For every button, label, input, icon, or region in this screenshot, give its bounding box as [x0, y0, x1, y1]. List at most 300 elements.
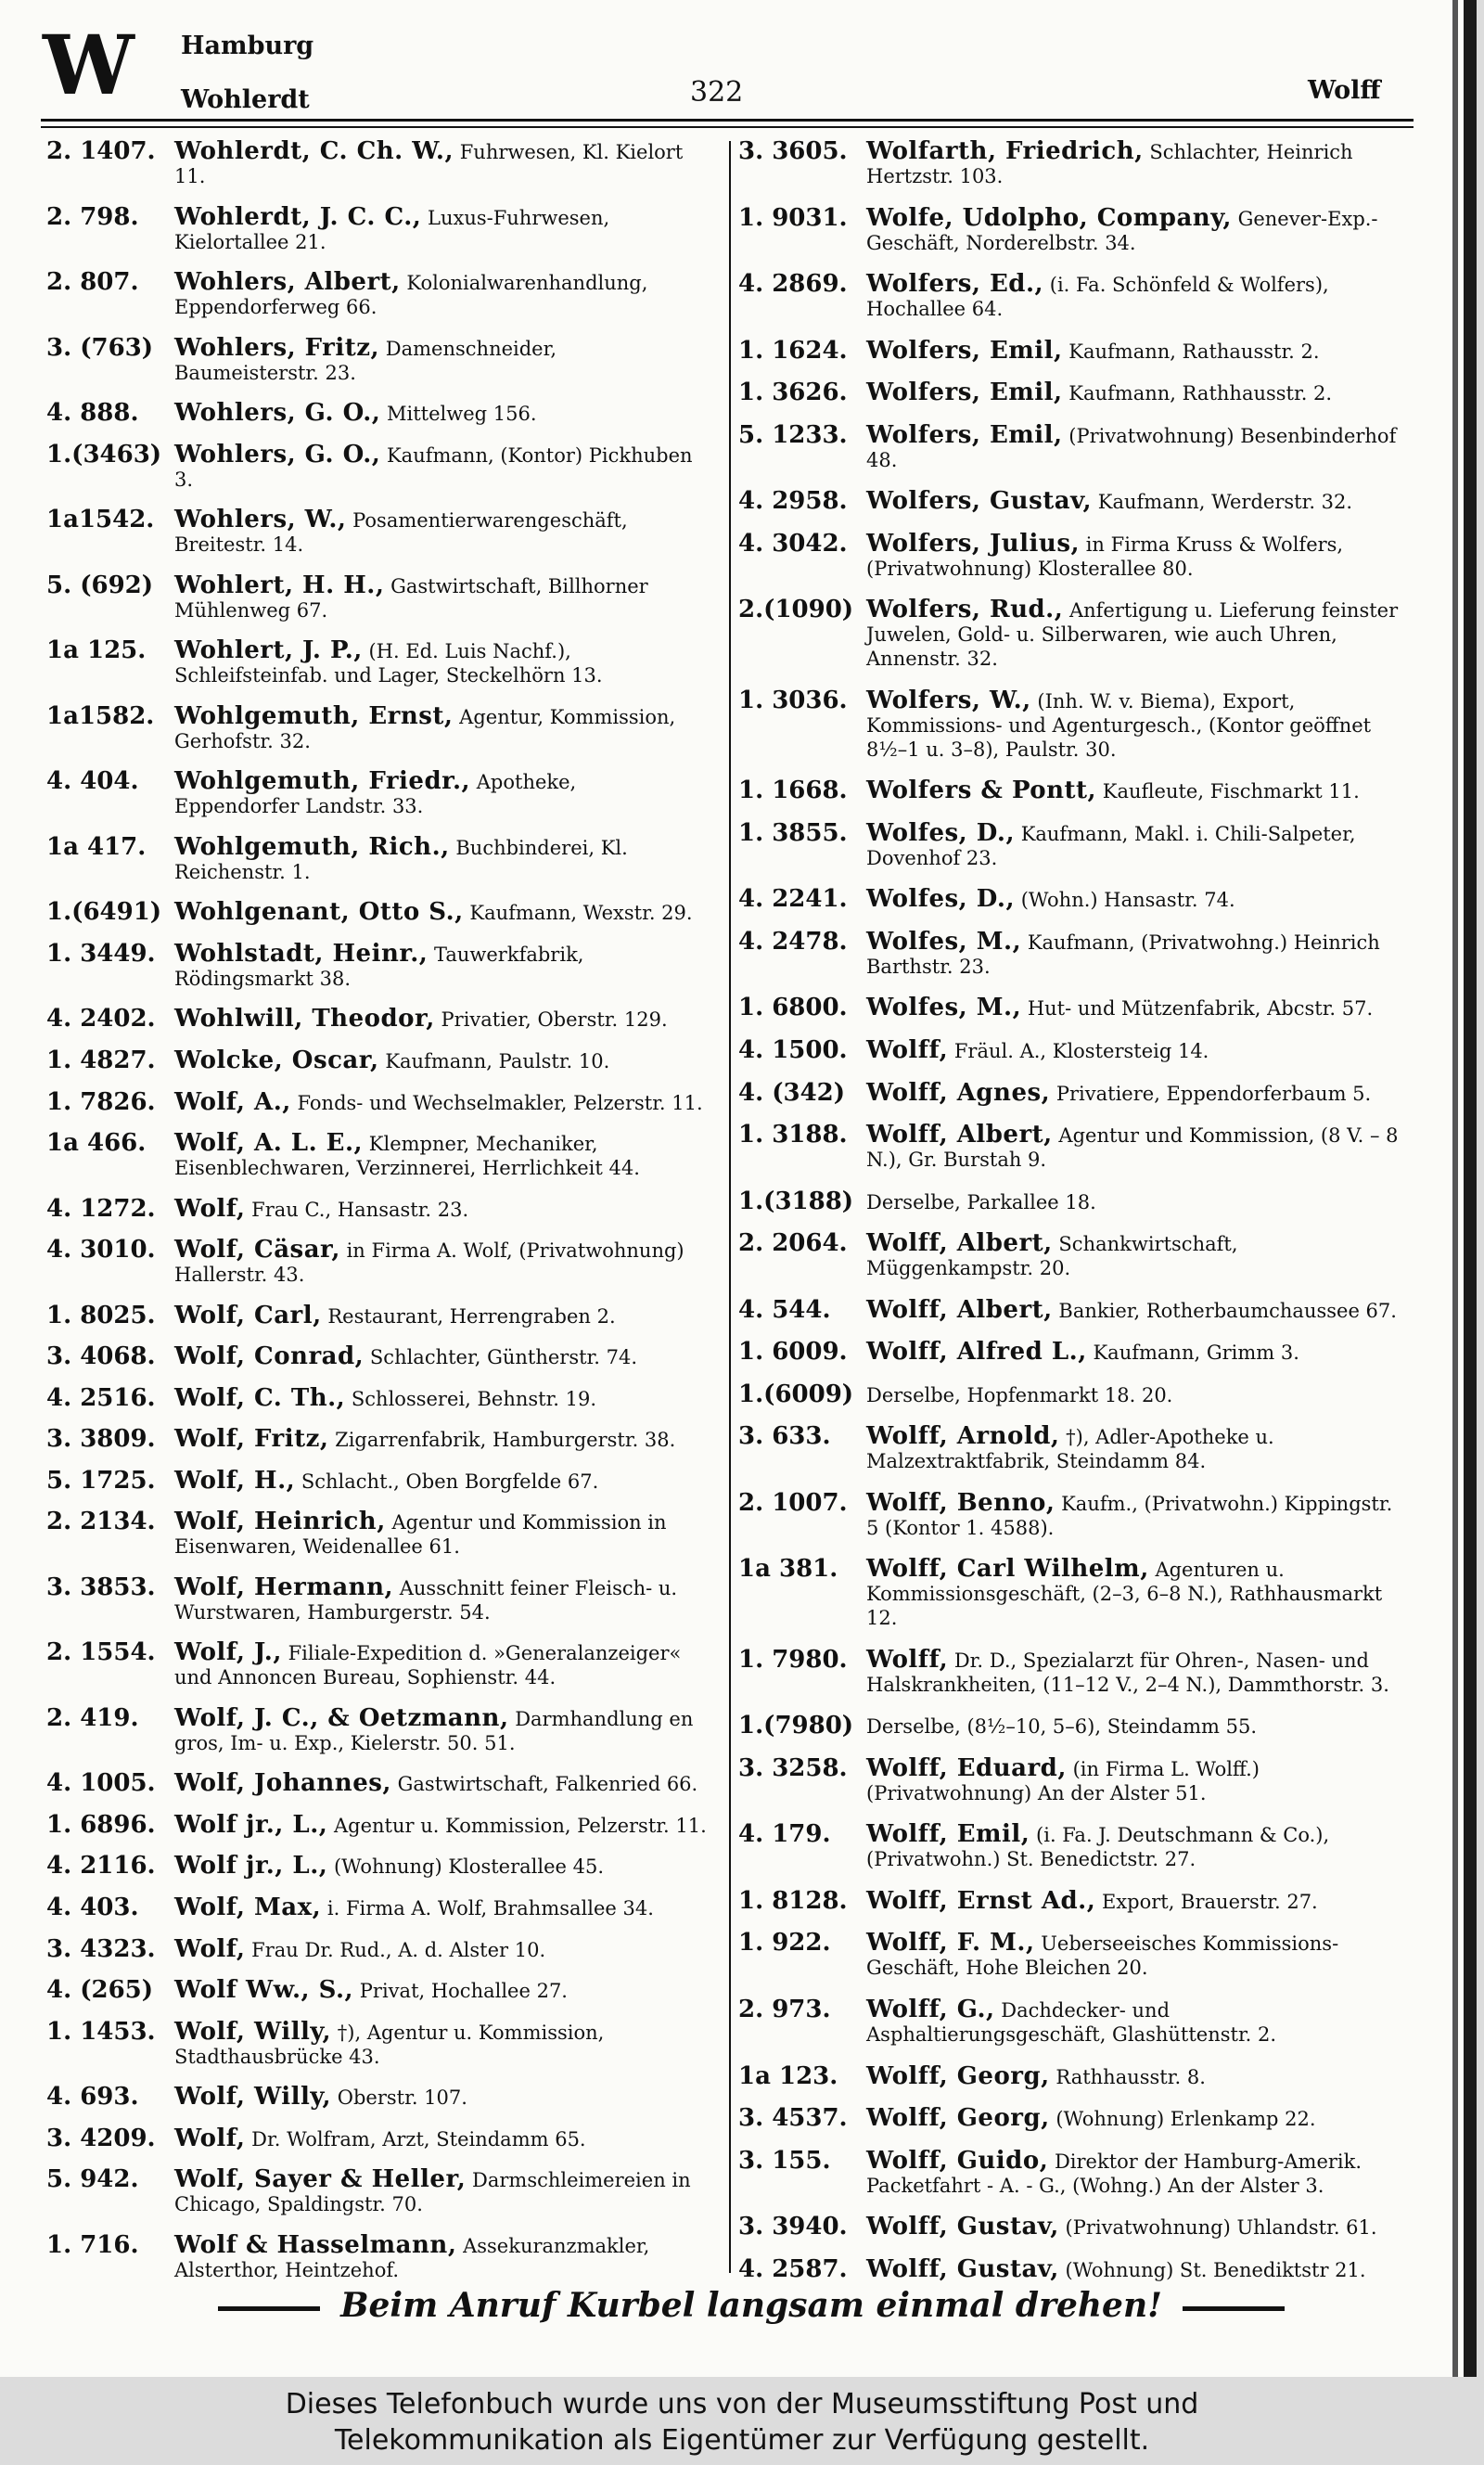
phone-number: 1. 6896.: [46, 1810, 156, 1839]
entry-text: [866, 1714, 1399, 1739]
slogan-text: Beim Anruf Kurbel langsam einmal drehen!: [340, 2286, 1162, 2325]
entry-text: [174, 1238, 707, 1287]
subscriber-name: Wolff, Albert,: [866, 1295, 1053, 1324]
entry-text: [866, 1997, 1399, 2047]
subscriber-details: Restaurant, Herrengraben 2.: [327, 1304, 616, 1328]
phone-number: 4. 3010.: [46, 1236, 156, 1265]
subscriber-name: Wolfes, D.,: [866, 818, 1015, 847]
entry-text: [866, 2254, 1399, 2283]
entry-text: [174, 1640, 707, 1689]
subscriber-name: Wolfers, Emil,: [866, 420, 1063, 449]
phone-number: 2. 807.: [46, 268, 139, 297]
phone-number: 1. 9031.: [738, 203, 848, 232]
directory-entry: [738, 272, 1399, 321]
entry-text: [174, 2126, 707, 2151]
phone-number: 3. 633.: [738, 1422, 831, 1451]
phone-number: 5. 942.: [46, 2165, 139, 2194]
entry-text: [174, 1087, 707, 1116]
entry-text: [866, 489, 1399, 514]
entry-text: [866, 1123, 1399, 1172]
phone-number: 3. 4323.: [46, 1934, 156, 1963]
entry-text: [866, 380, 1399, 405]
directory-entry: [738, 2146, 1399, 2198]
entry-text: [174, 832, 707, 884]
subscriber-details: Genever-Exp.-Geschäft, Norderelbstr. 34.: [866, 207, 1378, 254]
phone-number: 1a 125.: [46, 636, 147, 665]
subscriber-name: Wohlert, J. P.,: [174, 636, 363, 665]
directory-entry: [46, 2017, 707, 2069]
entry-text: [866, 995, 1399, 1021]
entry-text: [174, 1303, 707, 1329]
phone-number: 3. (763): [46, 333, 154, 362]
entry-text: [174, 1007, 707, 1032]
phone-number: 3. 3809.: [46, 1425, 156, 1454]
entry-text: [866, 203, 1399, 255]
phone-number: 3. 155.: [738, 2146, 831, 2175]
phone-number: 4. 2116.: [46, 1852, 156, 1881]
subscriber-details: Schankwirtschaft, Müggenkampstr. 20.: [866, 1233, 1238, 1280]
directory-entry: [738, 1295, 1399, 1324]
subscriber-name: Wohlerdt, J. C. C.,: [174, 202, 422, 231]
directory-entry: [46, 1854, 707, 1879]
entry-text: [866, 1557, 1399, 1630]
phone-number: 4. 2478.: [738, 927, 848, 956]
header-rule-thick: [41, 119, 1414, 122]
credit-line-2: Telekommunikation als Eigentümer zur Verfügung gestellt.: [334, 2424, 1150, 2457]
entry-text: [174, 1048, 707, 1073]
phone-number: 1. 7980.: [738, 1645, 848, 1674]
directory-entry: [46, 1087, 707, 1116]
subscriber-name: Wohlstadt, Heinr.,: [174, 939, 429, 968]
directory-entry: [738, 927, 1399, 979]
subscriber-name: Wolf, Sayer & Heller,: [174, 2165, 467, 2194]
subscriber-details: Ausschnitt feiner Fleisch- u. Wurstwaren, Hamburgerstr. 54.: [174, 1576, 678, 1624]
subscriber-details: Kolonialwarenhandlung, Eppendorferweg 66.: [174, 272, 648, 319]
entry-text: [174, 1978, 707, 2003]
directory-entry: [46, 1978, 707, 2003]
phone-number: 1. 922.: [738, 1929, 831, 1958]
entry-text: [866, 1753, 1399, 1805]
phone-number: 2.(1090): [738, 596, 854, 624]
entry-text: [866, 927, 1399, 979]
subscriber-name: Wolff, Georg,: [866, 2061, 1050, 2090]
directory-entry: [46, 832, 707, 884]
directory-entry: [738, 420, 1399, 472]
phone-number: 4. 1272.: [46, 1194, 156, 1223]
entry-text: [174, 139, 707, 188]
subscriber-name: Wolff, Albert,: [866, 1229, 1053, 1258]
phone-number: 1a 381.: [738, 1555, 838, 1584]
directory-entry: [46, 1427, 707, 1452]
directory-entry: [738, 1189, 1399, 1214]
subscriber-name: Wolff, Eduard,: [866, 1753, 1067, 1782]
directory-entry: [46, 440, 707, 492]
directory-entry: [46, 1810, 707, 1839]
directory-entry: [738, 1382, 1399, 1407]
subscriber-details: Privatiere, Eppendorferbaum 5.: [1055, 1082, 1372, 1105]
subscriber-details: i. Firma A. Wolf, Brahmsallee 34.: [326, 1897, 654, 1919]
directory-entry: [46, 2167, 707, 2216]
subscriber-name: Wohlert, H. H.,: [174, 571, 385, 599]
subscriber-name: Wolf, A.,: [174, 1087, 291, 1116]
subscriber-details: Kaufmann, (Privatwohng.) Heinrich Barthstr. 23.: [866, 931, 1380, 978]
subscriber-name: Wolff, G.,: [866, 1996, 995, 2023]
subscriber-details: Kaufleute, Fischmarkt 11.: [1102, 780, 1360, 803]
subscriber-name: Wohlgemuth, Ernst,: [174, 701, 454, 730]
phone-number: 1.(3463): [46, 440, 162, 469]
phone-number: 1a 123.: [738, 2061, 838, 2090]
entry-text: [174, 1466, 707, 1495]
directory-entry: [46, 1466, 707, 1495]
subscriber-name: Wohlers, W.,: [174, 506, 347, 534]
entry-text: [866, 139, 1399, 188]
subscriber-name: Wolfers, Emil,: [866, 336, 1063, 365]
subscriber-name: Wolf,: [174, 1194, 246, 1223]
subscriber-name: Wolff,: [866, 1035, 949, 1064]
subscriber-details: Buchbinderei, Kl. Reichenstr. 1.: [174, 836, 628, 883]
subscriber-name: Wolcke, Oscar,: [174, 1046, 379, 1074]
subscriber-details: Zigarrenfabrik, Hamburgerstr. 38.: [335, 1429, 676, 1452]
subscriber-details: Fonds- und Wechselmakler, Pelzerstr. 11.: [297, 1091, 703, 1114]
subscriber-details: Schlosserei, Behnstr. 19.: [351, 1387, 597, 1410]
subscriber-name: Wolf,: [174, 2124, 246, 2152]
phone-number: 4. 179.: [738, 1820, 831, 1849]
directory-entry: [738, 1714, 1399, 1739]
subscriber-name: Wolf, J. C., & Oetzmann,: [174, 1703, 509, 1732]
phone-number: 1. 6009.: [738, 1338, 848, 1367]
phone-number: 4. 1005.: [46, 1769, 156, 1798]
directory-entry: [46, 401, 707, 426]
entry-text: [174, 1383, 707, 1412]
subscriber-name: Wolf Ww., S.,: [174, 1976, 354, 2005]
subscriber-details: (in Firma L. Wolff.) (Privatwohnung) An der Alster 51.: [866, 1757, 1260, 1804]
subscriber-name: Wolfers, Rud.,: [866, 596, 1064, 624]
directory-entry: [738, 2061, 1399, 2090]
directory-entry: [46, 1344, 707, 1369]
subscriber-name: Wolff, Georg,: [866, 2104, 1050, 2133]
entry-text: [866, 2215, 1399, 2240]
subscriber-details: Kaufmann, (Kontor) Pickhuben 3.: [174, 443, 693, 491]
phone-number: 3. 3940.: [738, 2213, 848, 2241]
subscriber-details: Kaufmann, Makl. i. Chili-Salpeter, Dovenhof 23.: [866, 822, 1356, 869]
subscriber-details: Agentur und Kommission, (8 V. – 8 N.), Gr. Burstah 9.: [866, 1124, 1399, 1172]
subscriber-details: Agentur u. Kommission, Pelzerstr. 11.: [333, 1814, 707, 1837]
phone-number: 4. 2587.: [738, 2254, 848, 2283]
directory-entry: [46, 573, 707, 623]
credit-line-1: Dieses Telefonbuch wurde uns von der Museumsstiftung Post und: [285, 2388, 1199, 2420]
entry-text: [866, 1931, 1399, 1980]
subscriber-details: Bankier, Rotherbaumchaussee 67.: [1058, 1299, 1397, 1322]
entry-text: [174, 1854, 707, 1879]
directory-entry: [46, 769, 707, 818]
subscriber-name: Wolf & Hasselmann,: [174, 2230, 457, 2259]
subscriber-name: Wolf, J.,: [174, 1638, 282, 1667]
subscriber-name: Wolf, Willy,: [174, 2083, 332, 2112]
phone-number: 1. 3855.: [738, 818, 848, 847]
subscriber-details: †), Agentur u. Kommission, Stadthausbrücke 43.: [174, 2021, 605, 2068]
entry-text: [866, 420, 1399, 472]
directory-entry: [738, 1886, 1399, 1915]
directory-entry: [738, 203, 1399, 255]
entry-text: [174, 507, 707, 557]
directory-entry: [46, 2126, 707, 2151]
subscriber-name: Wolfe, Udolpho, Company,: [866, 203, 1232, 232]
entry-text: [866, 887, 1399, 912]
subscriber-name: Wolf, Max,: [174, 1894, 322, 1921]
entry-text: [174, 1194, 707, 1223]
phone-number: 2. 2064.: [738, 1229, 848, 1258]
subscriber-details: Gastwirtschaft, Falkenried 66.: [397, 1773, 698, 1796]
directory-entry: [738, 1753, 1399, 1805]
subscriber-name: Wolff,: [866, 1645, 949, 1674]
page-binding-edge: [1464, 0, 1477, 2377]
subscriber-name: Wolff, Gustav,: [866, 2213, 1059, 2241]
directory-entry: [46, 900, 707, 925]
phone-number: 1. 7826.: [46, 1087, 156, 1116]
phone-number: 1. 1453.: [46, 2017, 156, 2046]
phone-number: 4. 1500.: [738, 1035, 848, 1064]
left-column: [46, 139, 707, 2282]
subscriber-name: Wolff, Agnes,: [866, 1078, 1051, 1107]
directory-entry: [46, 139, 707, 188]
subscriber-name: Wolfers, W.,: [866, 686, 1031, 714]
directory-entry: [738, 1645, 1399, 1697]
directory-entry: [46, 2085, 707, 2110]
directory-entry: [46, 1934, 707, 1963]
subscriber-name: Wolfers, Julius,: [866, 529, 1081, 558]
phone-number: 4. 2516.: [46, 1383, 156, 1412]
subscriber-details: (i. Fa. Schönfeld & Wolfers), Hochallee 64.: [866, 274, 1329, 321]
directory-entry: [46, 1238, 707, 1287]
entry-text: [866, 529, 1399, 581]
subscriber-name: Wolf, A. L. E.,: [174, 1129, 364, 1158]
subscriber-details: (Wohn.) Hansastr. 74.: [1020, 889, 1235, 912]
subscriber-details: (Privatwohnung) Uhlandstr. 61.: [1065, 2216, 1377, 2240]
subscriber-name: Wolff, Arnold,: [866, 1422, 1060, 1451]
directory-entry: [46, 270, 707, 319]
subscriber-details: Assekuranzmakler, Alsterthor, Heintzehof.: [174, 2234, 650, 2281]
entry-text: [174, 701, 707, 753]
subscriber-details: Privatier, Oberstr. 129.: [441, 1008, 668, 1032]
phone-number: 2. 1007.: [738, 1488, 848, 1517]
phone-number: 5. 1725.: [46, 1466, 156, 1495]
subscriber-details: Oberstr. 107.: [337, 2086, 467, 2110]
phone-number: 1. 3626.: [738, 379, 848, 407]
subscriber-details: Kaufmann, Grimm 3.: [1093, 1342, 1299, 1365]
subscriber-details: Klempner, Mechaniker, Eisenblechwaren, Verzinnerei, Herrlichkeit 44.: [174, 1133, 640, 1180]
subscriber-details: in Firma A. Wolf, (Privatwohnung) Hallerstr. 43.: [174, 1239, 684, 1287]
phone-number: 1. 8128.: [738, 1886, 848, 1915]
subscriber-name: Wohlgenant, Otto S.,: [174, 898, 464, 927]
subscriber-name: Wolff, F. M.,: [866, 1929, 1035, 1958]
subscriber-details: Agentur und Kommission in Eisenwaren, Weidenallee 61.: [174, 1511, 667, 1559]
entry-text: [866, 1424, 1399, 1473]
subscriber-details: Gastwirtschaft, Billhorner Mühlenweg 67.: [174, 574, 648, 622]
directory-entry: [46, 333, 707, 385]
directory-entry: [738, 1997, 1399, 2047]
entry-text: [174, 2167, 707, 2216]
directory-entry: [46, 1303, 707, 1329]
directory-entry: [738, 336, 1399, 365]
entry-text: [866, 688, 1399, 762]
entry-text: [866, 778, 1399, 803]
credit-note: [0, 2386, 1484, 2459]
directory-entry: [46, 1194, 707, 1223]
directory-entry: [738, 1488, 1399, 1540]
directory-entry: [738, 1822, 1399, 1871]
subscriber-name: Wolf, H.,: [174, 1466, 296, 1495]
entry-text: [174, 202, 707, 254]
subscriber-details: Tauwerkfabrik, Rödingsmarkt 38.: [174, 943, 584, 990]
directory-entry: [46, 1575, 707, 1624]
entry-text: [866, 336, 1399, 365]
phone-number: 4. (265): [46, 1976, 154, 2005]
subscriber-details: (H. Ed. Luis Nachf.), Schleifsteinfab. und Lager, Steckelhörn 13.: [174, 640, 603, 687]
phone-number: 4. 544.: [738, 1295, 831, 1324]
subscriber-name: Wohlwill, Theodor,: [174, 1005, 435, 1034]
phone-number: 1. 1668.: [738, 777, 848, 805]
directory-entry: [738, 1035, 1399, 1064]
slogan-dash-right: [1183, 2306, 1285, 2311]
directory-entry: [738, 1078, 1399, 1107]
subscriber-details: Export, Brauerstr. 27.: [1101, 1890, 1318, 1913]
subscriber-details: Apotheke, Eppendorfer Landstr. 33.: [174, 771, 577, 818]
directory-entry: [738, 887, 1399, 912]
phone-number: 1a1542.: [46, 506, 155, 534]
subscriber-details: Kaufmann, Rathausstr. 2.: [1068, 340, 1320, 363]
entry-text: [866, 2106, 1399, 2131]
page-edge-shadow: [1452, 0, 1458, 2377]
first-name-guide: Wohlerdt: [181, 85, 310, 114]
entry-text: [866, 818, 1399, 870]
directory-entry: [738, 778, 1399, 803]
subscriber-name: Wolfes, M.,: [866, 994, 1022, 1022]
header-rule-thin: [41, 126, 1414, 128]
phone-number: 4. 2958.: [738, 487, 848, 516]
phone-number: 1.(3188): [738, 1187, 854, 1215]
subscriber-details: Kaufm., (Privatwohn.) Kippingstr. 5 (Kontor 1. 4588).: [866, 1492, 1393, 1539]
subscriber-name: Wolf, C. Th.,: [174, 1383, 346, 1412]
phone-number: 4. 693.: [46, 2083, 139, 2112]
subscriber-name: Wolff, Gustav,: [866, 2254, 1059, 2283]
entry-text: [866, 1035, 1399, 1064]
directory-entry: [46, 1131, 707, 1180]
entry-text: [866, 1340, 1399, 1365]
phone-number: 2. 973.: [738, 1996, 831, 2023]
subscriber-name: Wohlers, G. O.,: [174, 399, 381, 428]
phone-number: 1. 8025.: [46, 1301, 156, 1329]
subscriber-name: Wolff, Carl Wilhelm,: [866, 1555, 1149, 1584]
subscriber-details: Damenschneider, Baumeisterstr. 23.: [174, 337, 557, 384]
subscriber-name: Wohlerdt, C. Ch. W.,: [174, 137, 454, 165]
directory-entry: [46, 2230, 707, 2282]
phone-number: 1. 6800.: [738, 994, 848, 1022]
directory-entry: [46, 202, 707, 254]
phone-number: 1.(6009): [738, 1380, 854, 1408]
phone-number: 1.(7980): [738, 1712, 854, 1740]
last-name-guide: Wolff: [1308, 76, 1381, 105]
subscriber-name: Wohlers, Fritz,: [174, 333, 380, 362]
subscriber-name: Wolf,: [174, 1934, 246, 1963]
entry-text: [866, 1382, 1399, 1407]
subscriber-name: Wolfers & Pontt,: [866, 777, 1097, 805]
subscriber-details: Dachdecker- und Asphaltierungsgeschäft, Glashüttenstr. 2.: [866, 1999, 1277, 2046]
directory-entry: [46, 1771, 707, 1796]
subscriber-details: Darmschleimereien in Chicago, Spaldingstr. 70.: [174, 2169, 691, 2216]
phone-number: 1.(6491): [46, 898, 162, 927]
phone-number: 3. 4209.: [46, 2124, 156, 2152]
entry-text: [866, 2146, 1399, 2198]
subscriber-name: Wolf, Fritz,: [174, 1425, 329, 1454]
entry-text: [174, 638, 707, 687]
phone-number: 1. 716.: [46, 2230, 139, 2259]
subscriber-details: Derselbe, Hopfenmarkt 18. 20.: [866, 1383, 1173, 1406]
entry-text: [174, 1575, 707, 1624]
subscriber-name: Wohlgemuth, Rich.,: [174, 832, 450, 861]
subscriber-name: Wolfes, D.,: [866, 885, 1015, 914]
phone-number: 4. 3042.: [738, 529, 848, 558]
entry-text: [866, 2061, 1399, 2090]
entry-text: [174, 1934, 707, 1963]
entry-text: [174, 1810, 707, 1839]
subscriber-name: Wohlgemuth, Friedr.,: [174, 767, 471, 796]
subscriber-name: Wolf jr., L.,: [174, 1852, 328, 1881]
entry-text: [866, 1822, 1399, 1871]
subscriber-details: Kaufmann, Wexstr. 29.: [469, 902, 693, 925]
subscriber-details: Dr. Wolfram, Arzt, Steindamm 65.: [251, 2127, 586, 2150]
subscriber-name: Wolff, Ernst Ad.,: [866, 1886, 1096, 1915]
entry-text: [866, 597, 1399, 671]
subscriber-details: Dr. D., Spezialarzt für Ohren-, Nasen- und Halskrankheiten, (11–12 V., 2–4 N.), Dammthorstr. 3.: [866, 1649, 1389, 1696]
phone-number: 4. 2869.: [738, 270, 848, 299]
footer-slogan: [148, 2286, 1354, 2325]
subscriber-details: Posamentierwarengeschäft, Breitestr. 14.: [174, 509, 628, 557]
subscriber-name: Wolfarth, Friedrich,: [866, 137, 1144, 165]
directory-entry: [738, 2106, 1399, 2131]
subscriber-name: Wolf jr., L.,: [174, 1810, 328, 1839]
phone-number: 2. 798.: [46, 202, 139, 231]
directory-entry: [738, 1231, 1399, 1280]
subscriber-details: Darmhandlung en gros, Im- u. Exp., Kielerstr. 50. 51.: [174, 1707, 694, 1754]
subscriber-name: Wohlers, G. O.,: [174, 440, 381, 469]
directory-entry: [46, 939, 707, 991]
subscriber-details: Fräul. A., Klostersteig 14.: [953, 1039, 1209, 1062]
directory-entry: [738, 139, 1399, 188]
subscriber-details: Anfertigung u. Lieferung feinster Juwelen, Gold- u. Silberwaren, wie auch Uhren, Annenstr. 32.: [866, 599, 1399, 671]
directory-entry: [738, 597, 1399, 671]
phone-number: 2. 2134.: [46, 1508, 156, 1536]
phone-number: 3. 3853.: [46, 1573, 156, 1601]
phone-number: 1a 417.: [46, 832, 147, 861]
phone-number: 1. 3449.: [46, 939, 156, 968]
directory-entry: [738, 1557, 1399, 1630]
entry-text: [866, 1645, 1399, 1697]
directory-entry: [738, 1123, 1399, 1172]
subscriber-details: Ueberseeisches Kommissions-Geschäft, Hohe Bleichen 20.: [866, 1932, 1339, 1980]
entry-text: [174, 1895, 707, 1920]
subscriber-name: Wohlers, Albert,: [174, 268, 401, 297]
directory-entry: [46, 638, 707, 687]
entry-text: [866, 1231, 1399, 1280]
phone-number: 4. 888.: [46, 399, 139, 428]
phone-number: 4. (342): [738, 1078, 846, 1107]
entry-text: [866, 1189, 1399, 1214]
subscriber-name: Wolfers, Ed.,: [866, 270, 1044, 299]
subscriber-name: Wolfers, Emil,: [866, 379, 1063, 407]
phone-number: 3. 4068.: [46, 1342, 156, 1371]
entry-text: [174, 401, 707, 426]
directory-entry: [46, 1509, 707, 1559]
